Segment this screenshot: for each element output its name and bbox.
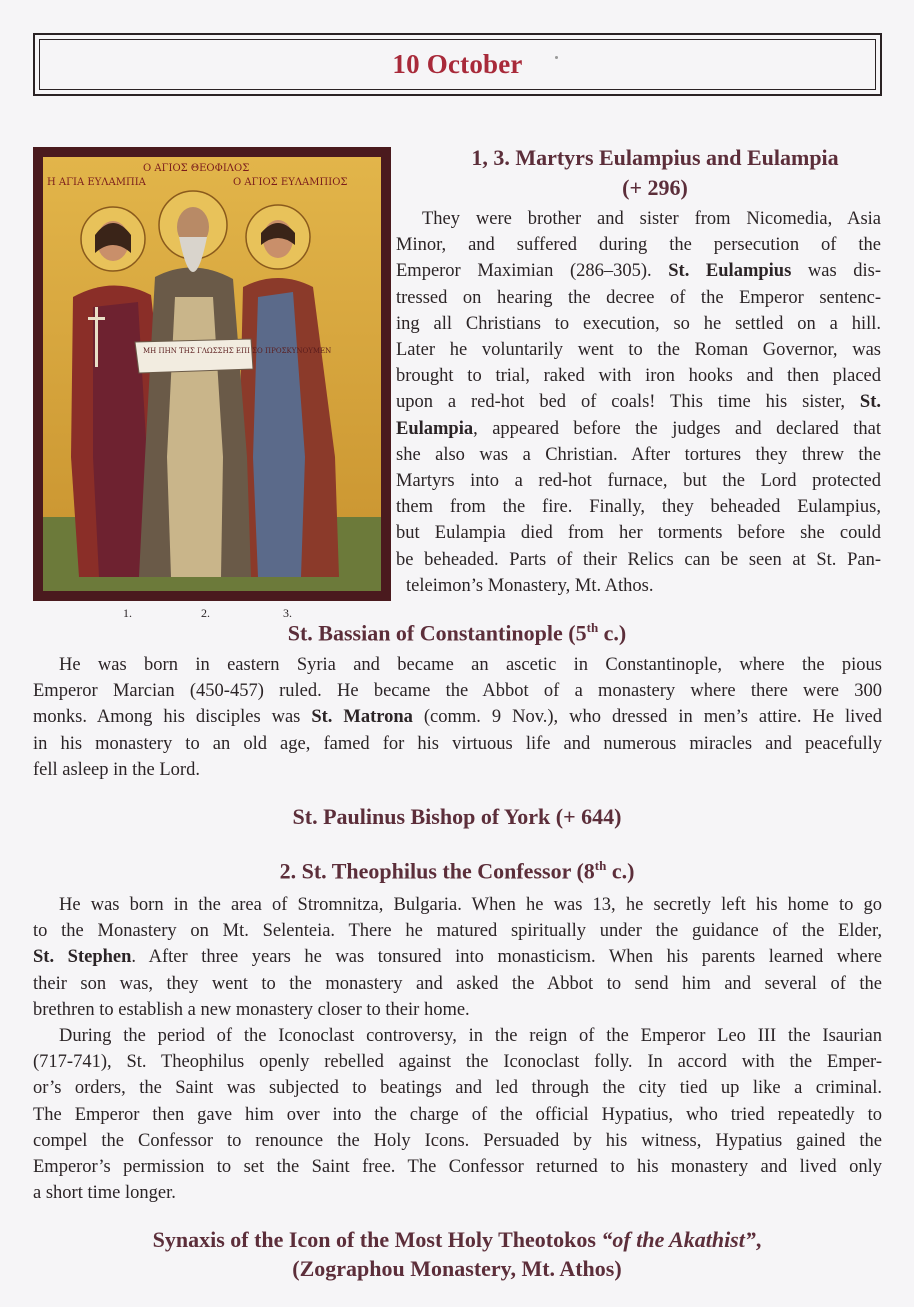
icon-label-center: Ο ΑΓΙΟΣ ΘΕΟΦΙΛΟΣ (143, 163, 250, 174)
text-line (396, 389, 881, 415)
text-line: compel the Confessor to renounce the Holy Icons. Persuaded by his witness, Hypatius gained the (33, 1130, 882, 1151)
text-line: During the period of the Iconoclast controversy, in the reign of the Emperor Leo III the Isaurian (59, 1026, 882, 1047)
heading-line: 1, 3. Martyrs Eulampius and Eulampia (471, 145, 839, 170)
icon-painting (43, 157, 381, 591)
heading-text: (Zographou Monastery, Mt. Athos) (292, 1256, 622, 1281)
text-line: in his monastery to an old age, famed for his virtuous life and numerous miracles and peacefully (33, 733, 882, 754)
section-heading-year (395, 175, 914, 201)
icon-label-right: Ο ΑΓΙΟΣ ΕΥΛΑΜΠΙΟΣ (233, 177, 348, 188)
heading-text-end: c.) (606, 858, 635, 884)
header-inner-frame (39, 39, 876, 90)
saints-icon-image (33, 147, 391, 601)
text-line: He was born in eastern Syria and became an ascetic in Constantinople, where the pious (59, 655, 882, 675)
saint-name: St. Matrona (311, 707, 413, 728)
saint-name: St. (859, 392, 881, 413)
section-heading-theophilus (0, 858, 914, 884)
text-line: be beheaded. Parts of their Relics can be seen at St. Pan- (396, 549, 881, 570)
text-line: tressed on hearing the decree of the Emperor sentenc- (396, 287, 881, 308)
section-heading-synaxis-subtitle (0, 1256, 914, 1282)
text-line: He was born in the area of Stromnitza, Bulgaria. When he was 13, he secretly left his home to go (59, 895, 882, 915)
figure-number-3: 3. (283, 606, 292, 620)
text-line: brethren to establish a new monastery closer to their home. (33, 999, 470, 1020)
text-line: she also was a Christian. After tortures they threw the (396, 444, 881, 465)
text-line: ing all Christians to execution, so he settled on a hill. (396, 313, 881, 334)
speck (555, 56, 558, 59)
text-line: their son was, they went to the monastery and asked the Abbot to send him and several of the (33, 973, 882, 994)
text-line: Minor, and suffered during the persecution of the (396, 235, 881, 256)
text-run: (comm. 9 Nov.), who dressed in men’s attire. He lived (412, 707, 882, 728)
text-line: or’s orders, the Saint was subjected to beatings and led through the city tied up like a criminal. (33, 1078, 882, 1099)
heading-text: Synaxis of the Icon of the Most Holy Theotokos (152, 1227, 602, 1252)
saint-name: St. Stephen (33, 947, 132, 968)
scroll (135, 339, 253, 373)
saint-name: Eulampia (396, 418, 474, 439)
text-run: Emperor Maximian (286–305). (396, 261, 669, 282)
heading-superscript: th (594, 858, 607, 873)
heading-line: (+ 296) (622, 175, 688, 200)
saint-name: St. Eulampius (668, 261, 792, 282)
page-title: 10 October (392, 49, 523, 79)
header-frame (33, 33, 882, 96)
text-run: upon a red-hot bed of coals! This time his sister, (396, 392, 860, 413)
text-line: They were brother and sister from Nicomedia, Asia (422, 209, 881, 229)
text-line: (717-741), St. Theophilus openly rebelled against the Iconoclast folly. In accord with the Emper- (33, 1052, 882, 1073)
heading-text-end: , (755, 1227, 762, 1252)
heading-text: St. Paulinus Bishop of York (+ 644) (292, 804, 622, 829)
text-run: was dis- (791, 261, 881, 282)
section-heading (395, 145, 914, 171)
heading-text: 2. St. Theophilus the Confessor (8 (279, 858, 595, 884)
scroll-text: ΜΗ ΠΗΝ ΤΗΣ ΓΛΩΣΣΗΣ ΕΠΙ ΣΟ ΠΡΟΣΚΥΝΟΥΜΕΝ (143, 347, 332, 355)
figure-number-1: 1. (123, 606, 132, 620)
icon-label-left: Η ΑΓΙΑ ΕΥΛΑΜΠΙΑ (47, 177, 146, 188)
paragraph-theophilus (33, 892, 882, 1206)
section-heading-paulinus (0, 804, 914, 830)
heading-text-end: c.) (598, 620, 627, 646)
center-saint-robe (167, 297, 223, 577)
text-run: monks. Among his disciples was (33, 707, 312, 728)
text-line: fell asleep in the Lord. (33, 759, 200, 780)
text-line: Later he voluntarily went to the Roman Governor, was (396, 340, 881, 361)
section-heading-bassian (0, 620, 914, 646)
text-run: , appeared before the judges and declared that (473, 418, 881, 439)
text-run: . After three years he was tonsured into monasticism. When his parents learned where (131, 947, 882, 968)
text-line: The Emperor then gave him over into the charge of the official Hypatius, who tried repeatedly to (33, 1104, 882, 1125)
cross-bar (88, 317, 105, 320)
text-line: them from the fire. Finally, they beheaded Eulampius, (396, 497, 881, 518)
paragraph-bassian (33, 652, 882, 783)
text-line: brought to trial, raked with iron hooks and then placed (396, 366, 881, 387)
text-line (396, 258, 881, 284)
text-line: teleimon’s Monastery, Mt. Athos. (406, 575, 654, 596)
text-line: a short time longer. (33, 1183, 176, 1204)
text-line (33, 704, 882, 730)
paragraph-eulampius (396, 206, 881, 599)
figure-number-2: 2. (201, 606, 210, 620)
text-line: but Eulampia died from her torments before she could (396, 523, 881, 544)
text-line: Emperor Marcian (450-457) ruled. He became the Abbot of a monastery where there were 300 (33, 681, 882, 702)
text-line: Martyrs into a red-hot furnace, but the Lord protected (396, 471, 881, 492)
cross-staff (95, 307, 98, 367)
text-line (396, 416, 881, 442)
text-line: to the Monastery on Mt. Selenteia. There he matured spiritually under the guidance of the Elder, (33, 921, 882, 942)
heading-text: St. Bassian of Constantinople (5 (287, 620, 587, 646)
text-line (33, 944, 882, 970)
heading-italic: “of the Akathist” (601, 1227, 756, 1252)
heading-superscript: th (586, 620, 599, 635)
section-heading-synaxis (0, 1227, 914, 1253)
text-line: Emperor’s permission to set the Saint free. The Confessor returned to his monastery and lived only (33, 1157, 882, 1178)
